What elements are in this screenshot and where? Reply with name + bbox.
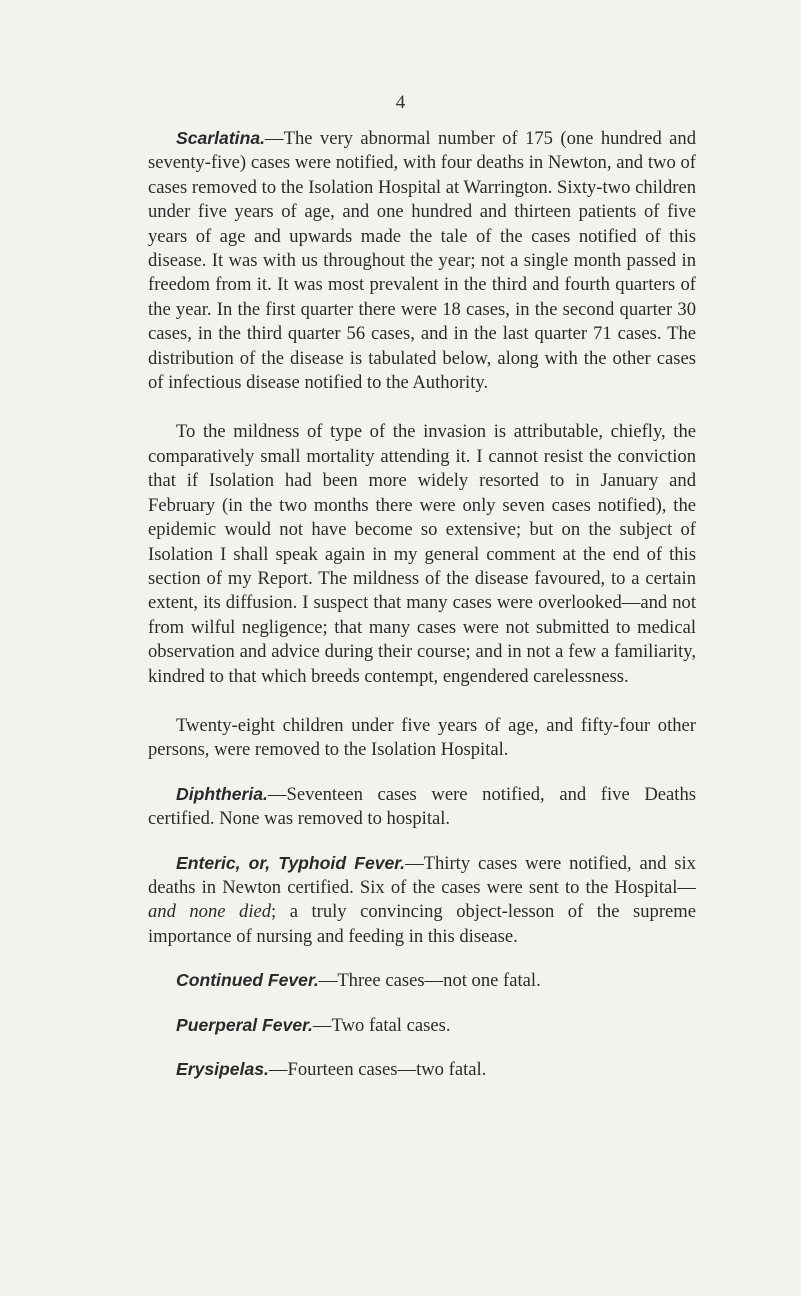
heading-puerperal: Puerperal Fever. — [176, 1014, 313, 1035]
paragraph-erysipelas — [148, 1057, 696, 1082]
paragraph-continued — [148, 968, 696, 993]
heading-continued: Continued Fever. — [176, 970, 319, 991]
text-enteric-after: ; a truly convincing object-lesson of the supreme importance of nursing and feeding in this disease. — [148, 901, 696, 947]
text-puerperal: —Two fatal cases. — [312, 1014, 451, 1036]
paragraph-scarlatina — [148, 126, 696, 395]
paragraph-removed — [148, 714, 696, 763]
text-diphtheria: —Seventeen cases were notified, and five Deaths certified. None was removed to hospital. — [148, 783, 696, 830]
heading-diphtheria: Diphtheria. — [176, 783, 268, 804]
heading-scarlatina: Scarlatina. — [176, 128, 265, 148]
paragraph-mildness — [148, 420, 696, 688]
text-scarlatina: —The very abnormal number of 175 (one hundred and seventy-five) cases were notified, with four deaths in Newton, and two of cases removed to the Isolation Hospital at Warrington. Sixty-two children under five years of age, and one hundred and thirteen patients of five years of age and upwards made the tale of the cases notified of this disease. It was with us throughout the year; not a single month passed in freedom from it. It was most prevalent in the third and fourth quarters of the year. In the first quarter there were 18 cases, in the second quarter 30 cases, in the third quarter 56 cases, and in the last quarter 71 cases. The distribution of the disease is tabulated below, along with the other cases of infectious disease notified to the Authority. — [148, 128, 696, 394]
paragraph-enteric — [148, 851, 696, 950]
paragraph-puerperal — [148, 1013, 696, 1038]
text-continued: —Three cases—not one fatal. — [318, 970, 541, 992]
page-number: 4 — [395, 92, 406, 113]
document-body — [148, 126, 696, 1082]
text-removed: Twenty-eight children under five years of age, and fifty-four other persons, were removed to the Isolation Hospital. — [148, 714, 696, 761]
text-enteric-before: —Thirty cases were notified, and six deaths in Newton certified. Six of the cases were sent to the Hospital— — [148, 852, 696, 898]
heading-enteric: Enteric, or, Typhoid Fever. — [176, 852, 406, 873]
text-enteric-italic: and none died — [148, 901, 272, 923]
paragraph-diphtheria — [148, 782, 696, 832]
text-mildness: To the mildness of type of the invasion is attributable, chiefly, the comparatively small mortality attending it. I cannot resist the conviction that if Isolation had been more widely resorted to in January and February (in the two months there were only seven cases notified), the epidemic would not have become so extensive; but on the subject of Isolation I shall speak again in my general comment at the end of this section of my Report. The mildness of the disease favoured, to a certain extent, its diffusion. I suspect that many cases were overlooked—and not from wilful negligence; that many cases were not submitted to medical observation and advice during their course; and in not a few a familiarity, kindred to that which breeds contempt, engendered carelessness. — [148, 421, 696, 687]
text-erysipelas: —Fourteen cases—two fatal. — [268, 1059, 487, 1080]
heading-erysipelas: Erysipelas. — [176, 1059, 269, 1079]
